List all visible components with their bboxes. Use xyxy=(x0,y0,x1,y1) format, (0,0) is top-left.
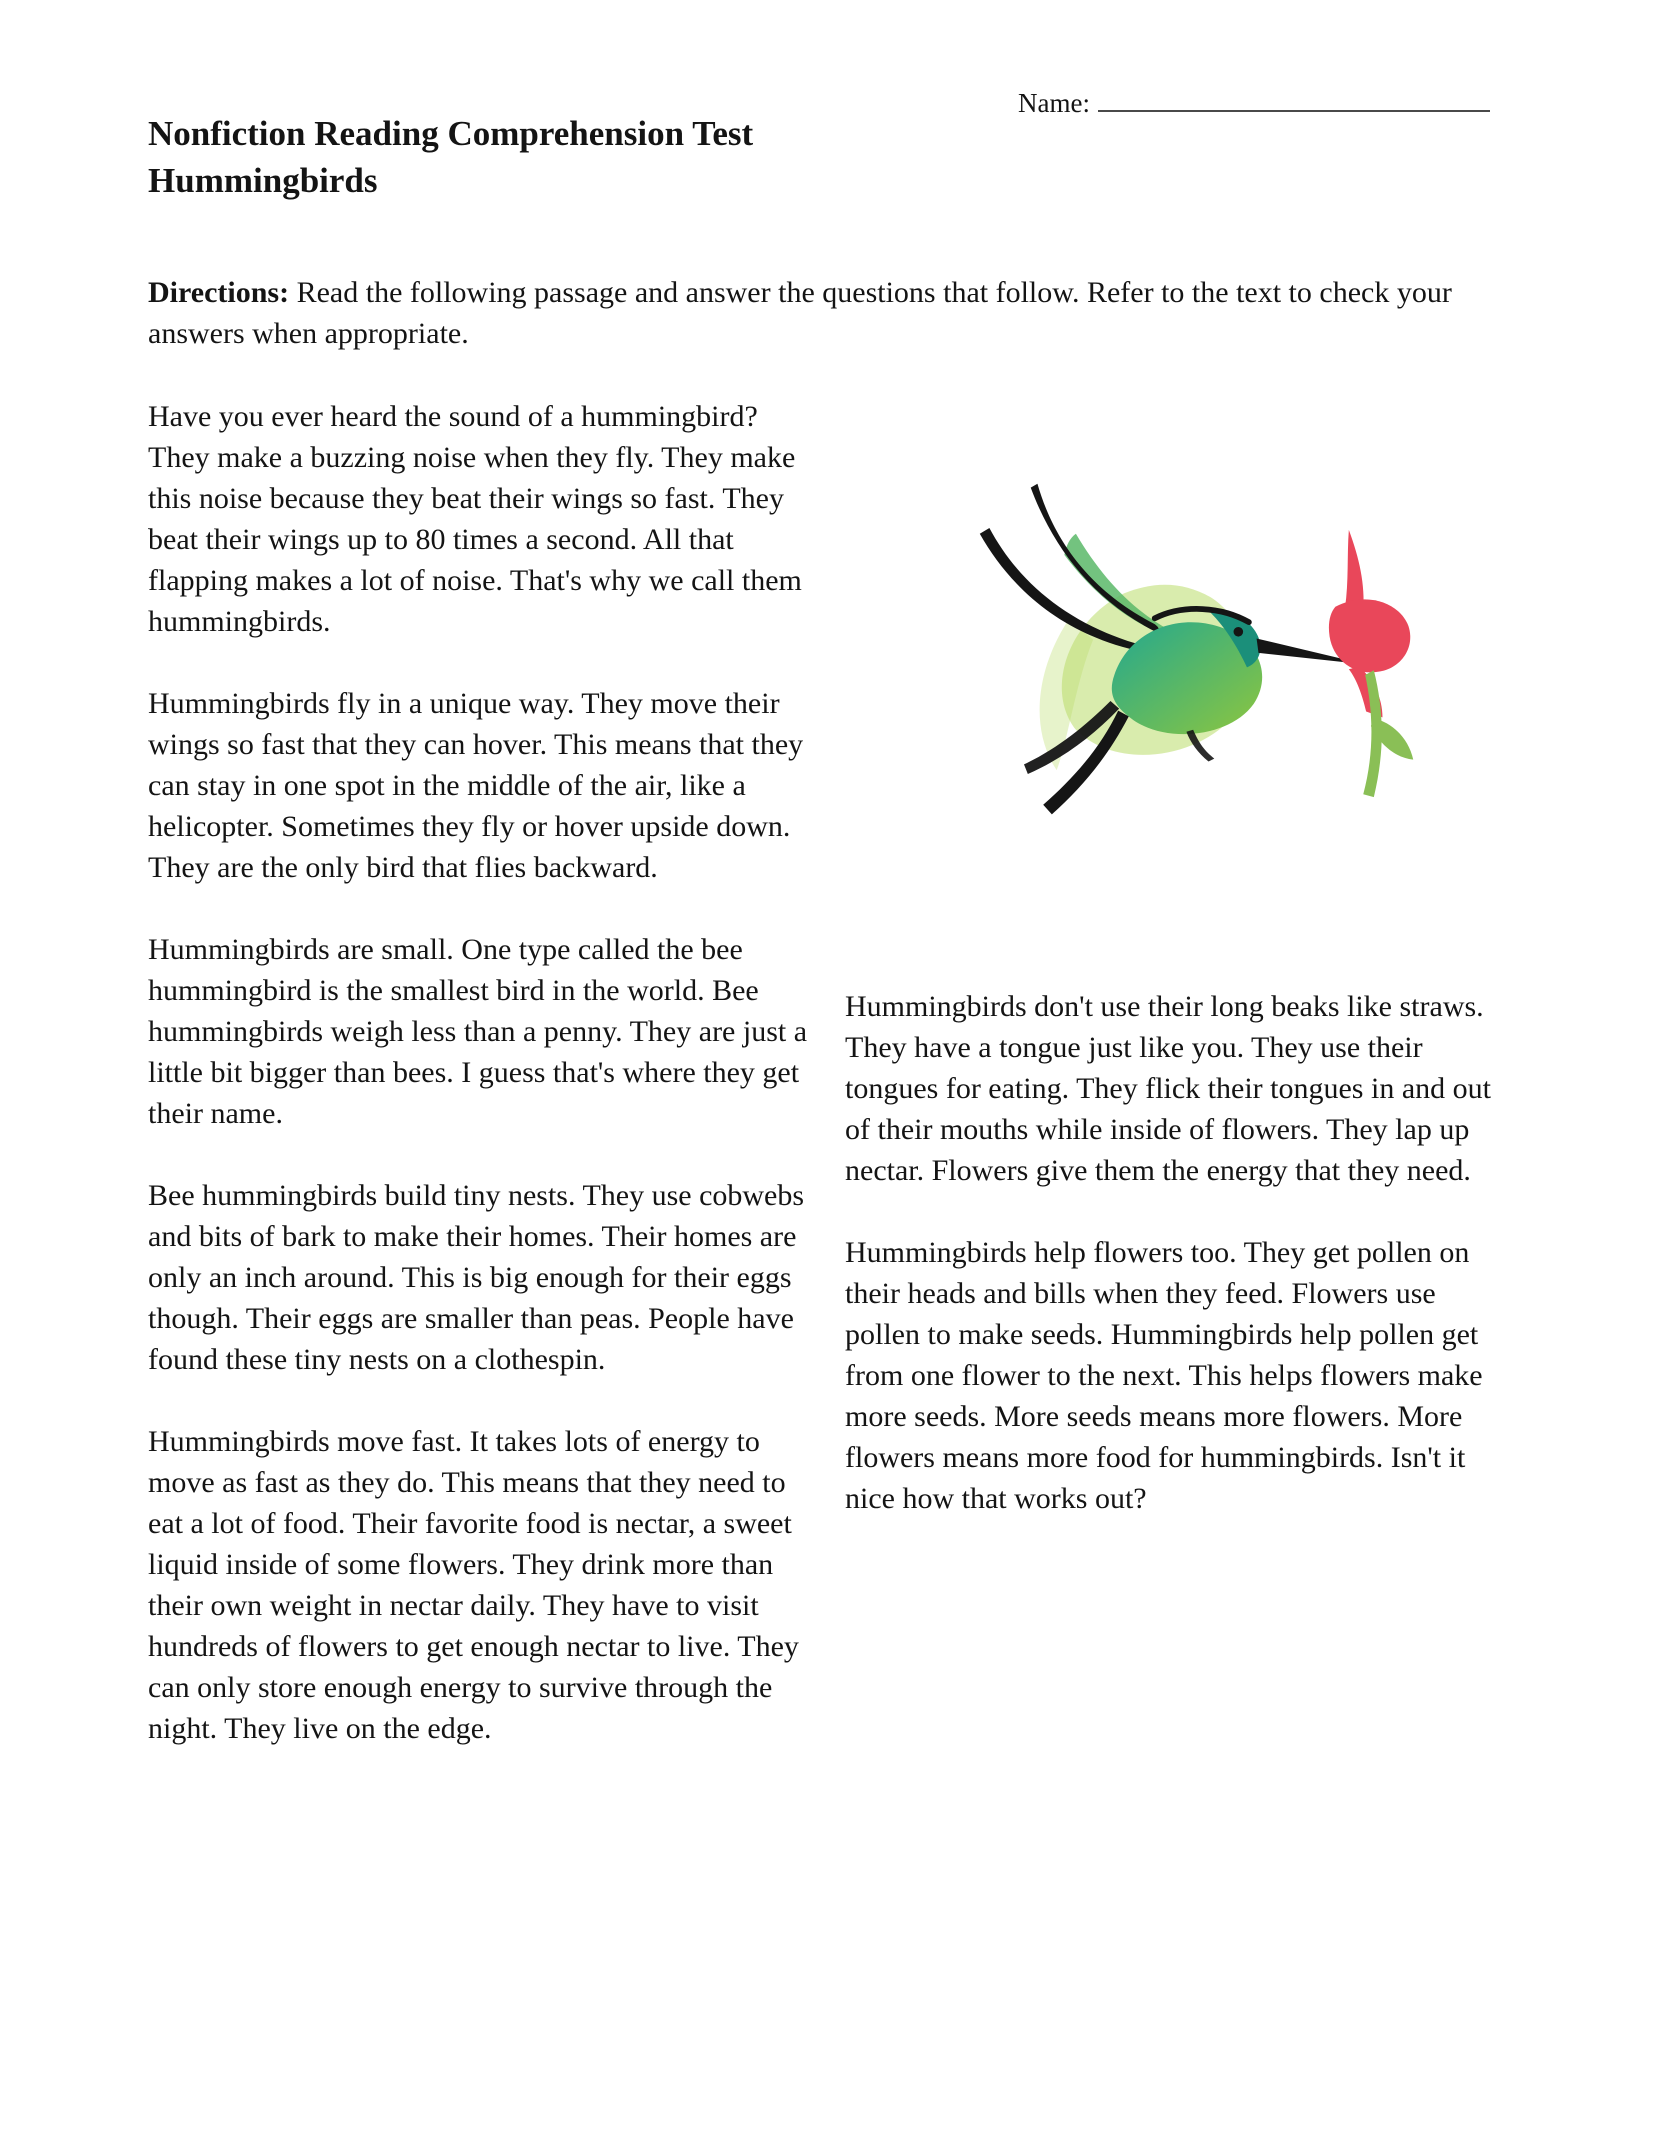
directions-text: Read the following passage and answer the questions that follow. Refer to the text to check your answers when appropriate. xyxy=(148,276,1452,350)
name-field-row xyxy=(1018,84,1490,119)
passage-paragraph: Hummingbirds help flowers too. They get pollen on their heads and bills when they feed. Flowers use pollen to make seeds. Hummingbirds help pollen get from one flower to the next. This helps flowers make more seeds. More seeds means more flowers. More flowers means more food for hummingbirds. Isn't it nice how that works out? xyxy=(845,1236,1483,1515)
passage-paragraph: Bee hummingbirds build tiny nests. They use cobwebs and bits of bark to make their homes. Their homes are only an inch around. This is big enough for their eggs though. Their eggs are smaller than peas. People have found these tiny nests on a clothespin. xyxy=(148,1179,805,1376)
hummingbird-illustration xyxy=(922,478,1422,824)
passage-paragraph: Hummingbirds are small. One type called the bee hummingbird is the smallest bird in the world. Bee hummingbirds weigh less than a penny. They are just a little bit bigger than bees. I guess that's where they get their name. xyxy=(148,933,808,1130)
name-blank-line xyxy=(1098,84,1490,112)
passage-paragraph: Hummingbirds move fast. It takes lots of energy to move as fast as they do. This means that they need to eat a lot of food. Their favorite food is nectar, a sweet liquid inside of some flowers. They drink more than their own weight in nectar daily. They have to visit hundreds of flowers to get enough nectar to live. They can only store enough energy to survive through the night. They live on the edge. xyxy=(148,1425,799,1745)
directions xyxy=(148,272,1490,354)
passage-paragraph: Hummingbirds fly in a unique way. They move their wings so fast that they can hover. This means that they can stay in one spot in the middle of the air, like a helicopter. Sometimes they fly or hover upside down. They are the only bird that flies backward. xyxy=(148,687,804,884)
passage-paragraph: Have you ever heard the sound of a hummingbird? They make a buzzing noise when they fly. They make this noise because they beat their wings so fast. They beat their wings up to 80 times a second. All that flapping makes a lot of noise. That's why we call them hummingbirds. xyxy=(148,400,802,638)
right-column xyxy=(845,986,1503,1560)
title-line-1: Nonfiction Reading Comprehension Test xyxy=(148,114,754,153)
title-line-2: Hummingbirds xyxy=(148,161,378,200)
left-column xyxy=(148,396,822,1790)
directions-label: Directions: xyxy=(148,276,290,309)
bird-eye xyxy=(1234,627,1244,637)
page-title xyxy=(148,110,753,204)
hummingbird-flower-image xyxy=(922,478,1422,824)
passage-paragraph: Hummingbirds don't use their long beaks like straws. They have a tongue just like you. They use their tongues for eating. They flick their tongues in and out of their mouths while inside of flowers. They lap up nectar. Flowers give them the energy that they need. xyxy=(845,990,1491,1187)
name-label: Name: xyxy=(1018,88,1090,118)
